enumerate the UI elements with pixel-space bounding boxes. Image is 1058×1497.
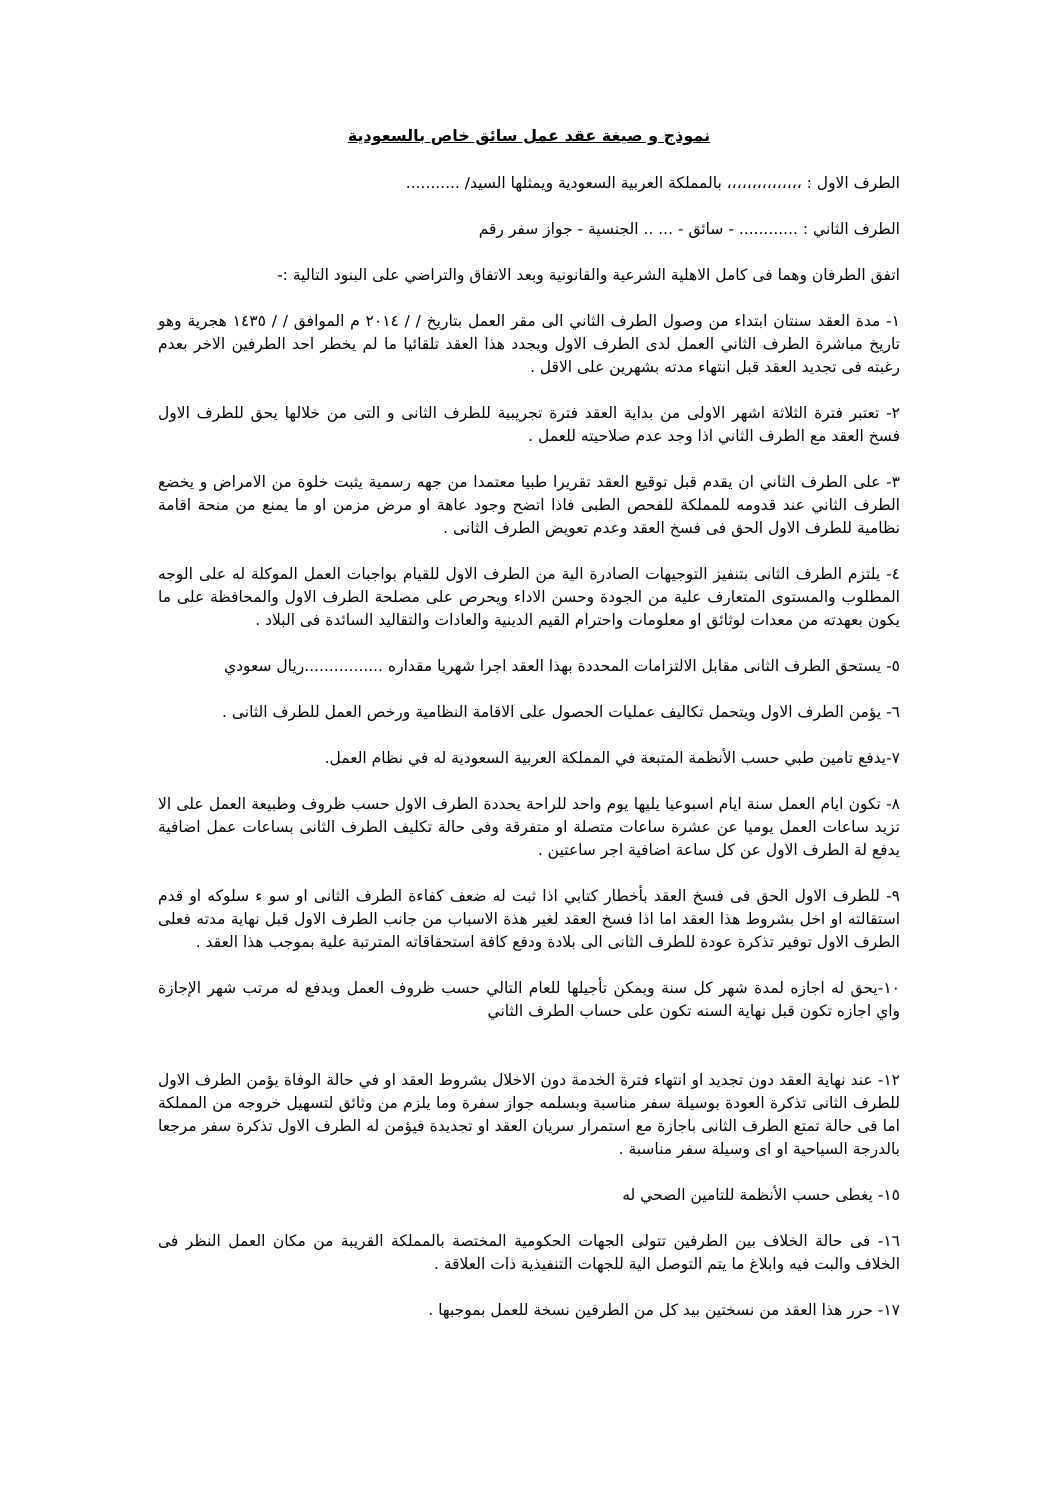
clause-10: ١٠-يحق له اجازه لمدة شهر كل سنة ويمكن تأجيلها للعام التالي حسب ظروف العمل ويدفع له مرتب شهر الإجازة واي اجازه تكون قبل نهاية السنه تكون على حساب الطرف الثاني [158, 979, 900, 1020]
contract-document [158, 124, 900, 1345]
clause-1: ١- مدة العقد سنتان ابتداء من وصول الطرف الثاني الى مقر العمل بتاريخ / / ٢٠١٤ م الموافق / / ١٤٣٥ هجرية وهو تاريخ مباشرة الطرف الثاني العمل لدى الطرف الاول ويجدد هذا العقد تلقائيا ما لم يخطر احد الطرفين الاخر بعدم رغبته فى تجديد العقد قبل انتهاء مدته بشهرين على الاقل . [158, 312, 900, 376]
paragraph-agreement-intro: اتفق الطرفان وهما فى كامل الاهلية الشرعية والقانونية وبعد الاتفاق والتراضي على البنود التالية :- [277, 266, 900, 284]
clause-15: ١٥- يغطى حسب الأنظمة للتامين الصحي له [622, 1186, 900, 1204]
clause-9: ٩- للطرف الاول الحق فى فسخ العقد بأخطار كتابي اذا ثبت له ضعف كفاءة الطرف الثانى او سو ء سلوكه او قدم استقالته او اخل بشروط هذا العقد اما اذا فسخ العقد لغير هذة الاسباب من جانب الطرف الاول قبل نهاية مدته فعلى الطرف الاول توفير تذكرة عودة للطرف الثانى الى بلادة ودفع كافة استحقاقاته المترتبة علية بموجب هذا العقد . [158, 887, 900, 951]
paragraph-first-party: الطرف الاول : ،،،،،،،،،،،،،،، بالمملكة العربية السعودية ويمثلها السيد/ ........... [405, 174, 900, 192]
clause-17: ١٧- حرر هذا العقد من نسختين بيد كل من الطرفين نسخة للعمل بموجبها . [428, 1301, 900, 1319]
document-title: نموذج و صيغة عقد عمل سائق خاص بالسعودية [347, 126, 711, 145]
clause-12: ١٢- عند نهاية العقد دون تجديد او انتهاء فترة الخدمة دون الاخلال بشروط العقد او في حالة الوفاة يؤمن الطرف الاول للطرف الثانى تذكرة العودة بوسيلة سفر مناسبة وبسلمه جواز سفرة وما يلزم من وثائق لتسهيل خروجه من المملكة اما فى حالة تمتع الطرف الثانى باجازة مع استمرار سريان العقد او تجديدة فيؤمن له الطرف الاول تذكرة سفر مرجعا بالدرجة السياحية او اى وسيلة سفر مناسبة . [158, 1071, 900, 1158]
clause-3: ٣- على الطرف الثاني ان يقدم قبل توقيع العقد تقريرا طبيا معتمدا من جهه رسمية يثبت خلوة من الامراض و يخضع الطرف الثاني عند قدومه للمملكة للفحص الطبى فاذا اتضح وجود عاهة او مرض مزمن او ما يمنع من منحة اقامة نظامية للطرف الاول الحق فى فسخ العقد وعدم تعويض الطرف الثانى . [158, 473, 900, 537]
paragraph-second-party: الطرف الثاني : ............ - سائق - ... .. الجنسية - جواز سفر رقم [478, 220, 900, 238]
clause-5: ٥- يستحق الطرف الثانى مقابل الالتزامات المحددة بهذا العقد اجرا شهريا مقداره ................ريال سعودي [223, 657, 900, 675]
clause-6: ٦- يؤمن الطرف الاول ويتحمل تكاليف عمليات الحصول على الاقامة النظامية ورخص العمل للطرف الثانى . [222, 703, 900, 721]
clause-4: ٤- يلتزم الطرف الثانى بتنفيز التوجيهات الصادرة الية من الطرف الاول للقيام بواجبات العمل الموكلة له على الوجه المطلوب والمستوى المتعارف علية من الجودة وحسن الاداء ويحرص على مصلحة الطرف الاول والمحافظة على ما يكون بعهدته من معدات لوثائق او معلومات واحترام القيم الدينية والعادات والتقاليد السائدة فى البلاد . [158, 565, 900, 629]
clause-2: ٢- تعتبر فترة الثلاثة اشهر الاولى من بداية العقد فترة تجريبية للطرف الثانى و التى من خلالها يحق للطرف الاول فسخ العقد مع الطرف الثاني اذا وجد عدم صلاحيته للعمل . [158, 404, 900, 445]
clause-8: ٨- تكون ايام العمل سنة ايام اسبوعيا يليها يوم واحد للراحة يحددة الطرف الاول حسب ظروف وطبيعة العمل على الا تزيد ساعات العمل يوميا عن عشرة ساعات متصلة او متفرقة وفى حالة تكليف الطرف الثانى بساعات عمل اضافية يدفع لة الطرف الاول عن كل ساعة اضافية اجر ساعتين . [158, 795, 900, 859]
clause-16: ١٦- فى حالة الخلاف بين الطرفين تتولى الجهات الحكومية المختصة بالمملكة القريبة من مكان العمل النظر فى الخلاف والبت فيه وابلاغ ما يتم التوصل الية للجهات التنفيذية ذات العلاقة . [158, 1232, 900, 1273]
clause-7: ٧-يدفع تامين طبي حسب الأنظمة المتبعة في المملكة العربية السعودية له في نظام العمل. [324, 749, 900, 767]
